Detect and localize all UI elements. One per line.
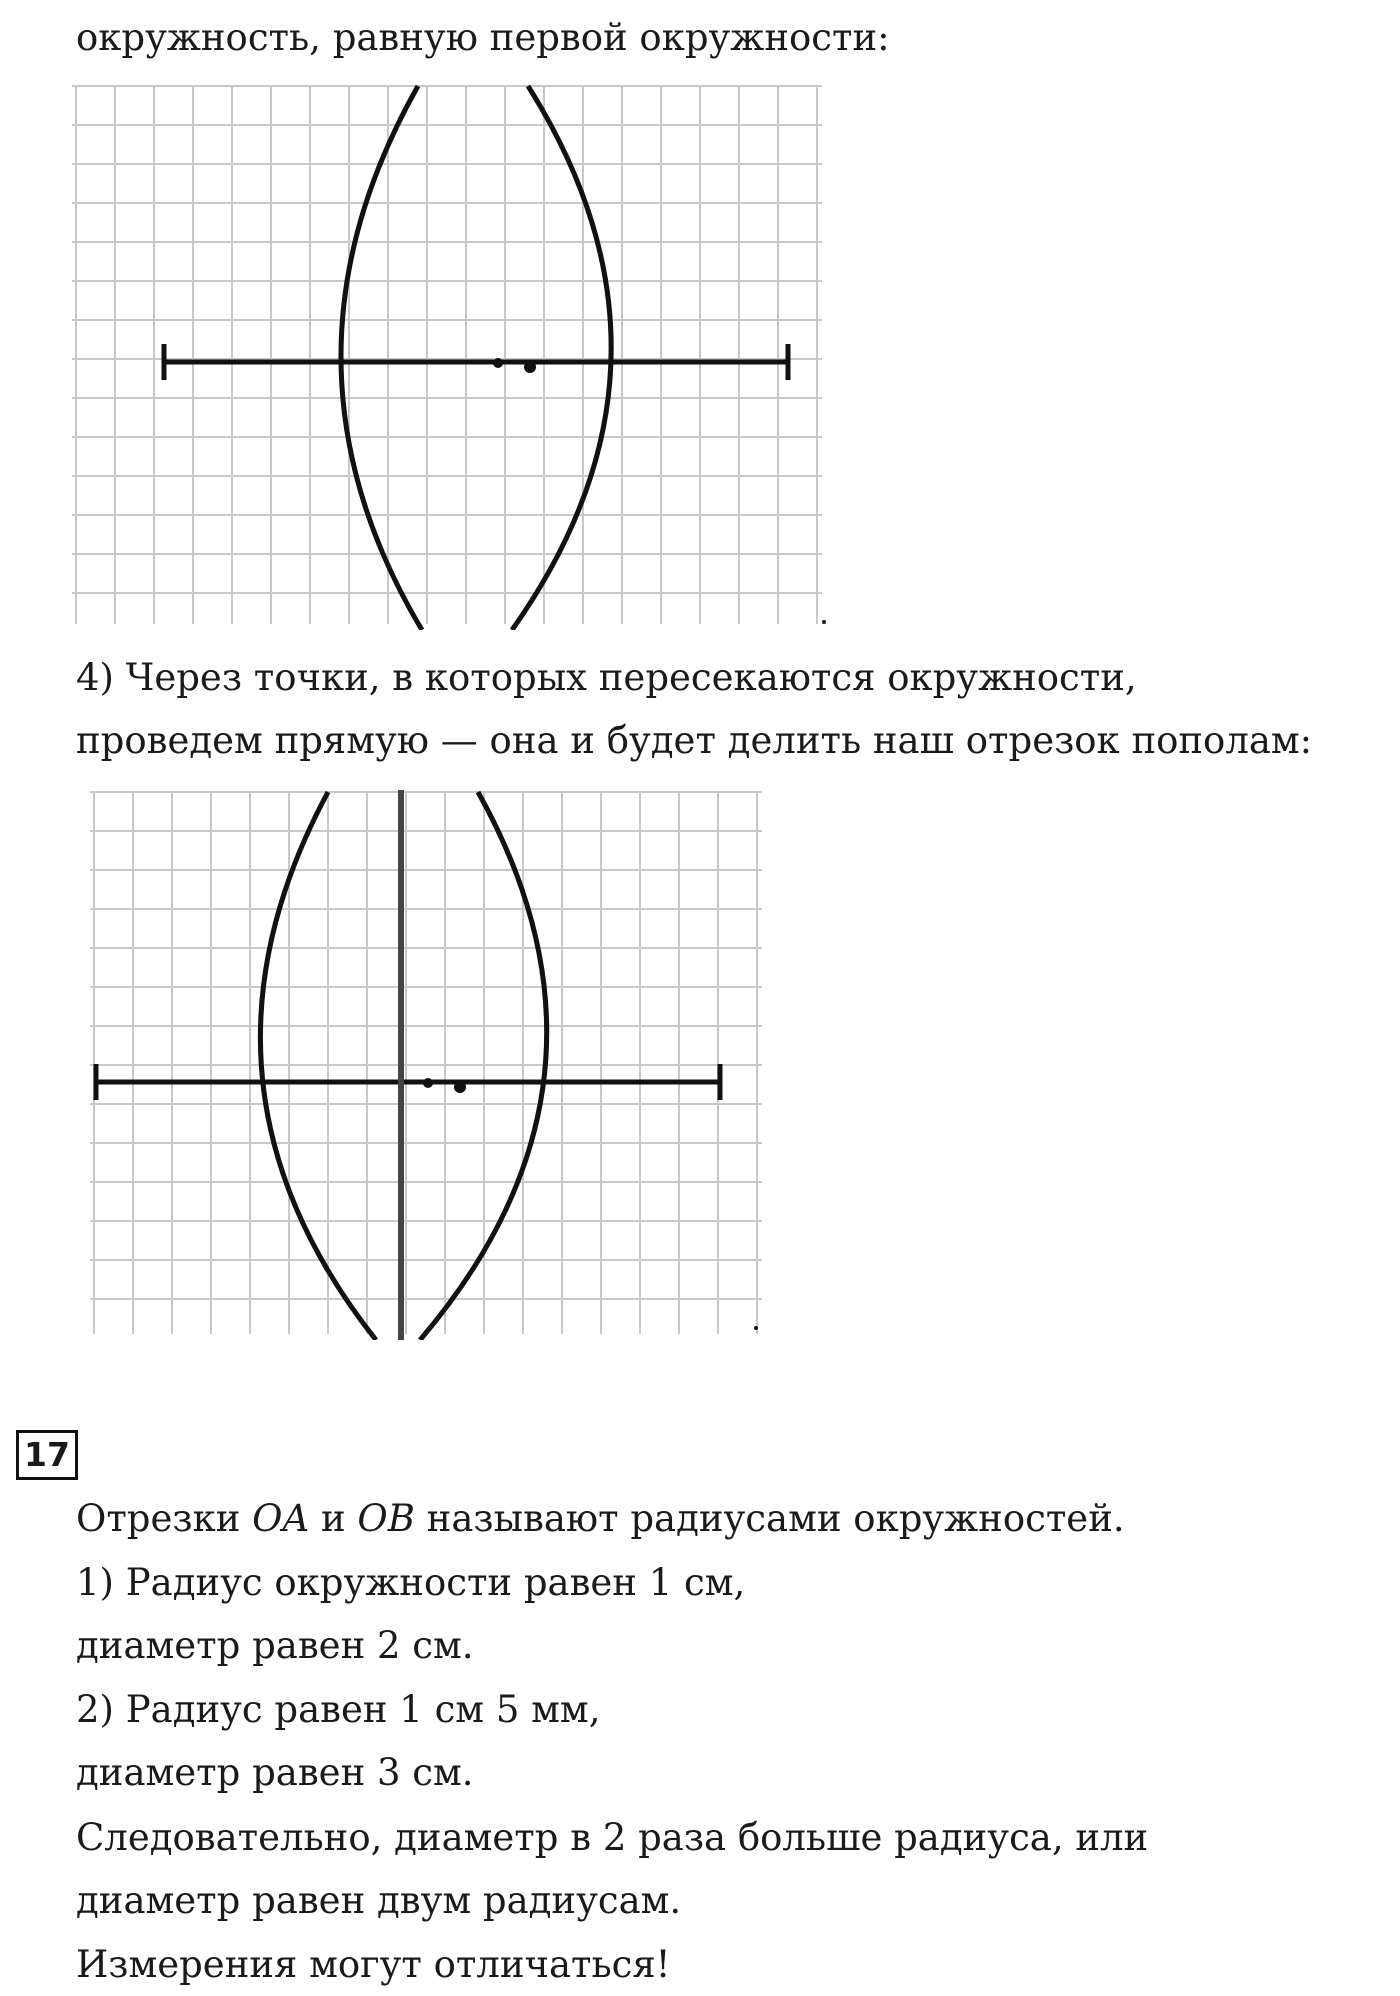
task17-line2: 1) Радиус окружности равен 1 см,	[76, 1561, 746, 1604]
task17-text-c: называют радиусами окружностей.	[414, 1497, 1125, 1540]
task17-line3: диаметр равен 2 см.	[76, 1624, 474, 1667]
task17-line4: 2) Радиус равен 1 см 5 мм,	[76, 1688, 601, 1731]
segment	[96, 1064, 720, 1100]
intro-text: окружность, равную первой окружности:	[76, 16, 890, 59]
step4-line2: проведем прямую — она и будет делить наш отрезок пополам:	[76, 719, 1313, 762]
segment-ob: OB	[357, 1497, 415, 1540]
task17-line6: Следовательно, диаметр в 2 раза больше радиуса, или	[76, 1816, 1149, 1859]
task17-line1	[76, 1497, 1125, 1541]
step4-line1: 4) Через точки, в которых пересекаются окружности,	[76, 656, 1137, 699]
segment-oa: OA	[252, 1497, 310, 1540]
task17-line7: диаметр равен двум радиусам.	[76, 1879, 682, 1922]
task17-text-a: Отрезки	[76, 1497, 253, 1540]
grid	[72, 86, 822, 624]
point-midpoint	[493, 358, 503, 368]
figure-arcs	[70, 84, 830, 630]
point-midpoint	[423, 1078, 433, 1088]
point-end	[524, 361, 536, 373]
grid	[90, 792, 762, 1334]
segment	[164, 344, 788, 380]
task-number: 17	[16, 1430, 78, 1480]
task17-text-b: и	[309, 1497, 358, 1540]
task17-line8: Измерения могут отличаться!	[76, 1943, 671, 1986]
task17-line5: диаметр равен 3 см.	[76, 1751, 474, 1794]
point-end	[454, 1081, 466, 1093]
figure-bisector	[88, 790, 768, 1340]
